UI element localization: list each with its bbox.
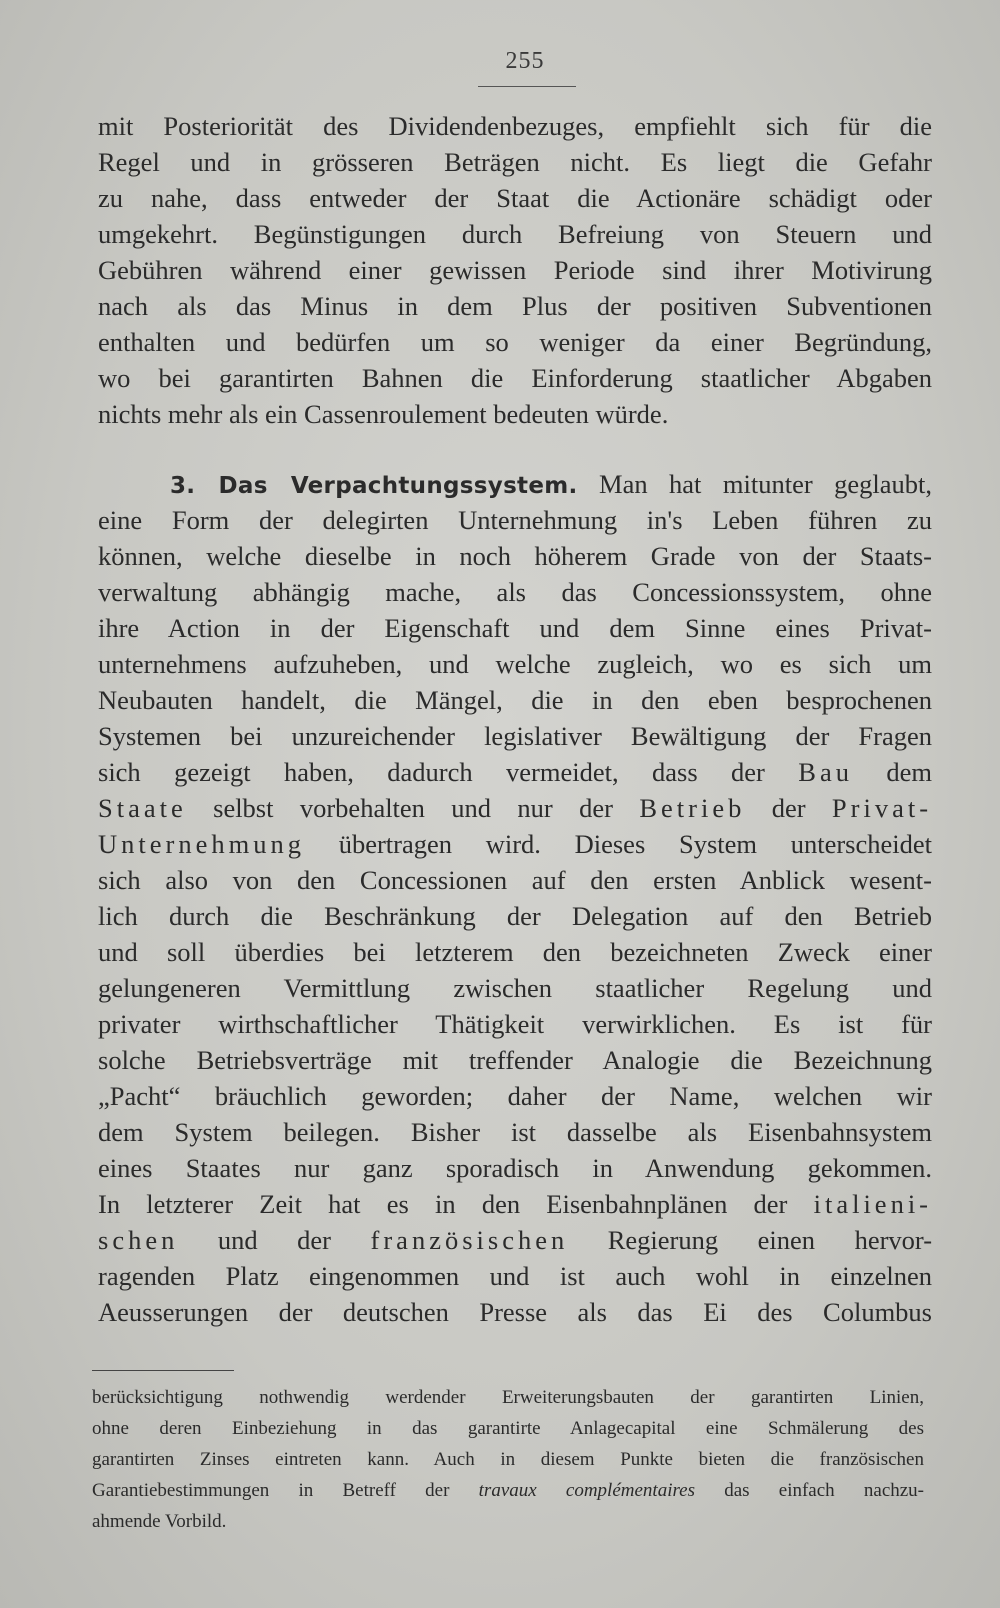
emphasis-spaced: Staate: [98, 793, 187, 823]
text-line: solche Betriebsverträge mit treffender Analogie die Bezeichnung: [98, 1045, 932, 1075]
text-line: Neubauten handelt, die Mängel, die in den eben besprochenen: [98, 685, 932, 715]
text-line: dem System beilegen. Bisher ist dasselbe als Eisenbahnsystem: [98, 1117, 932, 1147]
text-line: [98, 826, 932, 862]
text-line: wo bei garantirten Bahnen die Einforderung staatlicher Abgaben: [98, 363, 932, 393]
text-line: Gebühren während einer gewissen Periode sind ihrer Motivirung: [98, 255, 932, 285]
text-line: Aeusserungen der deutschen Presse als das Ei des Columbus: [98, 1297, 932, 1327]
emphasis-spaced: Privat-: [831, 793, 933, 823]
paragraph-gap: [98, 432, 932, 466]
footnote-rule: [92, 1370, 234, 1371]
text-fragment: Regierung einen hervor-: [607, 1225, 933, 1255]
text-line: können, welche dieselbe in noch höherem Grade von der Staats-: [98, 541, 932, 571]
text-line: nichts mehr als ein Cassenroulement bedeuten würde.: [98, 399, 669, 429]
text-fragment: der: [771, 793, 806, 823]
text-line: [98, 1222, 932, 1258]
text-line: ihre Action in der Eigenschaft und dem Sinne eines Privat-: [98, 613, 932, 643]
section-first-line: [98, 466, 932, 502]
text-fragment: das einfach nachzu-: [724, 1480, 925, 1501]
text-line: mit Posteriorität des Dividendenbezuges, empfiehlt sich für die: [98, 111, 932, 141]
text-line: sich also von den Concessionen auf den ersten Anblick wesent-: [98, 865, 932, 895]
text-line: enthalten und bedürfen um so weniger da einer Begründung,: [98, 327, 932, 357]
text-fragment: und der: [217, 1225, 331, 1255]
text-fragment: Garantiebestimmungen in Betreff der: [92, 1480, 450, 1501]
section-heading: 3. Das Verpachtungssystem.: [170, 473, 578, 499]
text-line: zu nahe, dass entweder der Staat die Actionäre schädigt oder: [98, 183, 932, 213]
footnote-line: ohne deren Einbeziehung in das garantirte Anlagecapital eine Schmälerung des: [92, 1418, 924, 1439]
text-fragment: Man hat mitunter geglaubt,: [599, 469, 932, 499]
emphasis-spaced: italieni-: [813, 1189, 933, 1219]
footnote-line: ahmende Vorbild.: [92, 1511, 227, 1532]
text-line: nach als das Minus in dem Plus der positiven Subventionen: [98, 291, 932, 321]
text-line: eine Form der delegirten Unternehmung in's Leben führen zu: [98, 505, 932, 535]
footnote: [92, 1382, 924, 1537]
page-number-rule: [478, 86, 576, 87]
text-line: privater wirthschaftlicher Thätigkeit verwirklichen. Es ist für: [98, 1009, 932, 1039]
text-line: unternehmens aufzuheben, und welche zugleich, wo es sich um: [98, 649, 932, 679]
text-line: lich durch die Beschränkung der Delegation auf den Betrieb: [98, 901, 932, 931]
text-line: Regel und in grösseren Beträgen nicht. Es liegt die Gefahr: [98, 147, 932, 177]
emphasis-spaced: französischen: [370, 1225, 569, 1255]
text-line: [98, 790, 932, 826]
text-line: ragenden Platz eingenommen und ist auch wohl in einzelnen: [98, 1261, 932, 1291]
body-text: [98, 108, 932, 1330]
text-line: und soll überdies bei letzterem den bezeichneten Zweck einer: [98, 937, 932, 967]
text-line: umgekehrt. Begünstigungen durch Befreiung von Steuern und: [98, 219, 932, 249]
italic-term: travaux complémentaires: [478, 1480, 695, 1501]
footnote-line: berücksichtigung nothwendig werdender Erweiterungsbauten der garantirten Linien,: [92, 1387, 924, 1408]
page-number: 255: [505, 48, 545, 74]
emphasis-spaced: schen: [98, 1225, 179, 1255]
text-line: eines Staates nur ganz sporadisch in Anwendung gekommen.: [98, 1153, 932, 1183]
text-line: Systemen bei unzureichender legislativer Bewältigung der Fragen: [98, 721, 932, 751]
text-line: „Pacht“ bräuchlich geworden; daher der Name, welchen wir: [98, 1081, 932, 1111]
footnote-line: [92, 1475, 924, 1506]
text-line: gelungeneren Vermittlung zwischen staatlicher Regelung und: [98, 973, 932, 1003]
footnote-line: garantirten Zinses eintreten kann. Auch in diesem Punkte bieten die französischen: [92, 1449, 924, 1470]
emphasis-spaced: Bau: [798, 757, 853, 787]
text-fragment: In letzterer Zeit hat es in den Eisenbahnplänen der: [98, 1189, 788, 1219]
emphasis-spaced: Betrieb: [639, 793, 746, 823]
text-line: [98, 1186, 932, 1222]
emphasis-spaced: Unternehmung: [98, 829, 305, 859]
text-fragment: sich gezeigt haben, dadurch vermeidet, dass der: [98, 757, 765, 787]
text-fragment: übertragen wird. Dieses System unterscheidet: [338, 829, 932, 859]
text-line: verwaltung abhängig mache, als das Concessionssystem, ohne: [98, 577, 932, 607]
text-line: [98, 754, 932, 790]
text-fragment: dem: [886, 757, 933, 787]
text-fragment: selbst vorbehalten und nur der: [213, 793, 613, 823]
